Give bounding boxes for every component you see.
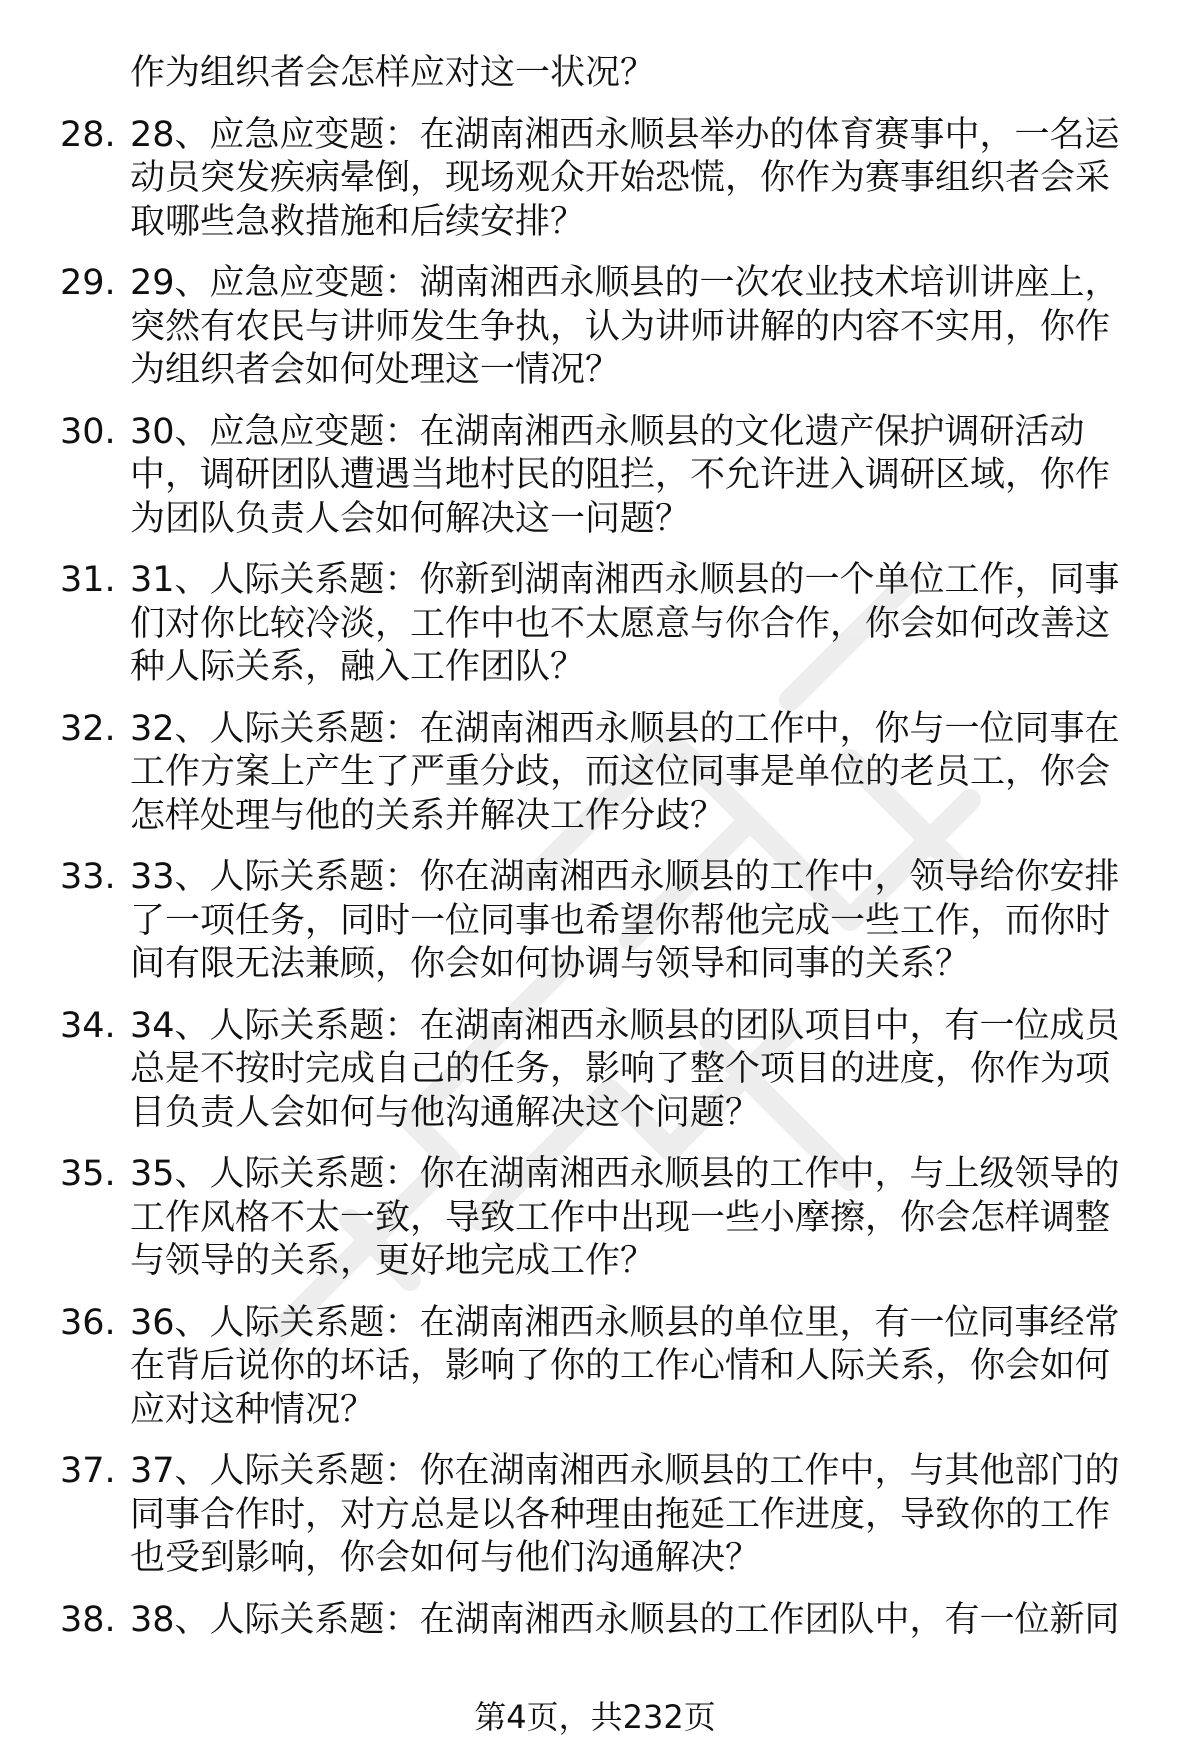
item-line: 37、人际关系题：你在湖南湘西永顺县的工作中，与其他部门的 xyxy=(130,1451,1120,1491)
list-item-36 xyxy=(60,1302,1150,1433)
list-item-34 xyxy=(60,1005,1150,1136)
item-number: 37. xyxy=(60,1451,116,1491)
item-line: 为团队负责人会如何解决这一问题？ xyxy=(130,498,691,539)
item-number: 32. xyxy=(60,708,116,749)
item-line: 目负责人会如何与他沟通解决这个问题？ xyxy=(130,1092,761,1133)
item-line: 33、人际关系题：你在湖南湘西永顺县的工作中，领导给你安排 xyxy=(130,857,1120,897)
list-item-38 xyxy=(60,1599,1150,1643)
item-line: 29、应急应变题：湖南湘西永顺县的一次农业技术培训讲座上， xyxy=(130,263,1120,303)
item-line: 38、人际关系题：在湖南湘西永顺县的工作团队中，有一位新同 xyxy=(130,1599,1120,1640)
item-line: 34、人际关系题：在湖南湘西永顺县的团队项目中，有一位成员 xyxy=(130,1005,1120,1046)
item-line: 工作风格不太一致，导致工作中出现一些小摩擦，你会怎样调整 xyxy=(130,1197,1111,1238)
page-number-footer: 第4页，共232页 xyxy=(474,1698,716,1736)
item-line: 同事合作时，对方总是以各种理由拖延工作进度，导致你的工作 xyxy=(130,1494,1111,1535)
item-text xyxy=(130,1599,1150,1643)
item-number: 35. xyxy=(60,1154,116,1194)
item-line: 36、人际关系题：在湖南湘西永顺县的单位里，有一位同事经常 xyxy=(130,1302,1120,1343)
item-line: 在背后说你的坏话，影响了你的工作心情和人际关系，你会如何 xyxy=(130,1346,1111,1386)
item-text xyxy=(130,1302,1150,1433)
list-item-33 xyxy=(60,856,1150,987)
item-line: 31、人际关系题：你新到湖南湘西永顺县的一个单位工作，同事 xyxy=(130,560,1120,600)
continuation-line: 作为组织者会怎样应对这一状况？ xyxy=(130,53,656,93)
list-item-29 xyxy=(60,262,1150,393)
item-number: 33. xyxy=(60,857,116,897)
item-line: 动员突发疾病晕倒，现场观众开始恐慌，你作为赛事组织者会采 xyxy=(130,158,1111,198)
item-number: 38. xyxy=(60,1599,116,1640)
item-text xyxy=(130,708,1150,839)
item-text xyxy=(130,559,1150,690)
item-text xyxy=(130,1450,1150,1581)
item-line: 怎样处理与他的关系并解决工作分歧？ xyxy=(130,795,726,836)
list-item-30 xyxy=(60,411,1150,542)
item-line: 们对你比较冷淡，工作中也不太愿意与你合作，你会如何改善这 xyxy=(130,603,1111,644)
item-line: 应对这种情况？ xyxy=(130,1389,376,1430)
list-item-35 xyxy=(60,1153,1150,1284)
item-line: 中，调研团队遭遇当地村民的阻拦，不允许进入调研区域，你作 xyxy=(130,455,1111,495)
item-number: 34. xyxy=(60,1005,116,1046)
list-item-31 xyxy=(60,559,1150,690)
item-line: 总是不按时完成自己的任务，影响了整个项目的进度，你作为项 xyxy=(130,1049,1111,1089)
item-text xyxy=(130,411,1150,542)
item-line: 30、应急应变题：在湖南湘西永顺县的文化遗产保护调研活动 xyxy=(130,411,1085,452)
item-number: 28. xyxy=(60,114,116,155)
item-text xyxy=(130,114,1150,245)
item-number: 30. xyxy=(60,411,116,452)
item-line: 了一项任务，同时一位同事也希望你帮他完成一些工作，而你时 xyxy=(130,900,1111,941)
item-number: 31. xyxy=(60,560,116,600)
item-text xyxy=(130,856,1150,987)
item-line: 35、人际关系题：你在湖南湘西永顺县的工作中，与上级领导的 xyxy=(130,1154,1120,1194)
item-line: 突然有农民与讲师发生争执，认为讲师讲解的内容不实用，你作 xyxy=(130,306,1111,347)
item-line: 工作方案上产生了严重分歧，而这位同事是单位的老员工，你会 xyxy=(130,752,1111,792)
list-item-32 xyxy=(60,708,1150,839)
item-line: 取哪些急救措施和后续安排？ xyxy=(130,201,586,242)
item-text xyxy=(130,262,1150,393)
item-text xyxy=(130,1153,1150,1284)
item-line: 28、应急应变题：在湖南湘西永顺县举办的体育赛事中，一名运 xyxy=(130,114,1120,155)
item-number: 29. xyxy=(60,263,116,303)
item-line: 32、人际关系题：在湖南湘西永顺县的工作中，你与一位同事在 xyxy=(130,708,1120,749)
item-line: 与领导的关系，更好地完成工作？ xyxy=(130,1241,656,1281)
list-item-37 xyxy=(60,1450,1150,1581)
item-line: 也受到影响，你会如何与他们沟通解决？ xyxy=(130,1538,761,1578)
list-item-28 xyxy=(60,114,1150,245)
item-text xyxy=(130,1005,1150,1136)
item-line: 种人际关系，融入工作团队？ xyxy=(130,647,586,687)
item-number: 36. xyxy=(60,1302,116,1343)
item-line: 为组织者会如何处理这一情况？ xyxy=(130,350,621,390)
item-line: 间有限无法兼顾，你会如何协调与领导和同事的关系？ xyxy=(130,944,971,984)
question-list xyxy=(60,52,1150,1660)
